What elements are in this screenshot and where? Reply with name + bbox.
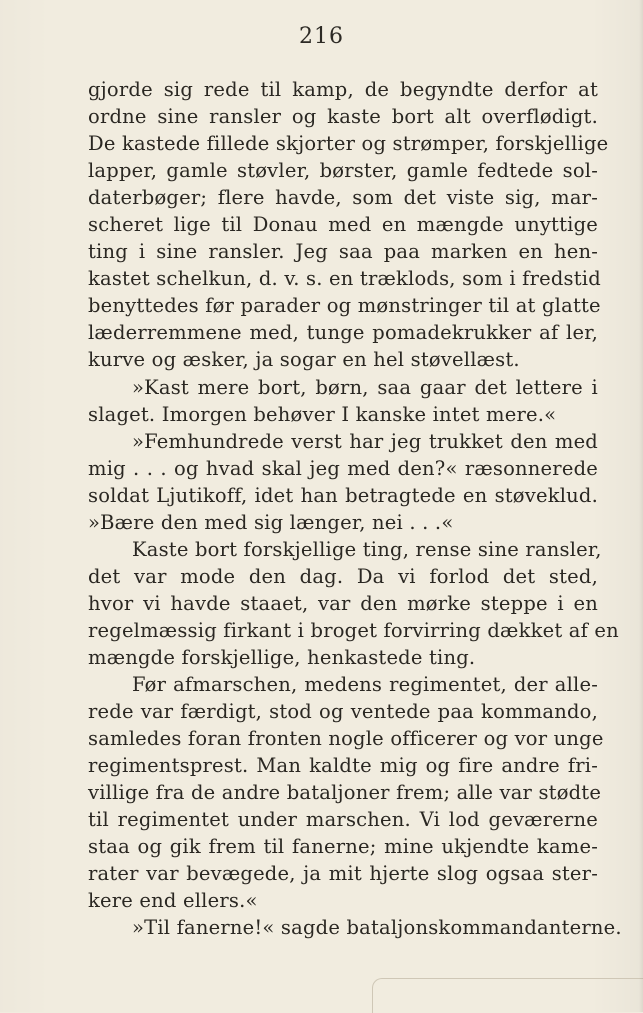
text-line: samledes foran fronten nogle officerer og vor unge [88, 727, 604, 751]
text-line: villige fra de andre bataljoner frem; alle var stødte [88, 781, 602, 805]
text-line: rater var bevægede, ja mit hjerte slog ogsaa ster- [88, 862, 598, 886]
text-line: læderremmene med, tunge pomadekrukker af ler, [88, 321, 598, 345]
text-line: benyttedes før parader og mønstringer til at glatte [88, 294, 601, 318]
text-line: Kaste bort forskjellige ting, rense sine ransler, [132, 537, 602, 561]
text-line: mængde forskjellige, henkastede ting. [88, 645, 476, 669]
text-line: rede var færdigt, stod og ventede paa kommando, [88, 700, 598, 724]
body-text [88, 76, 622, 942]
text-line: det var mode den dag. Da vi forlod det sted, [88, 564, 598, 588]
page-number: 216 [299, 24, 344, 49]
text-line: scheret lige til Donau med en mængde unyttige [88, 213, 598, 237]
text-line: lapper, gamle støvler, børster, gamle fedtede sol- [88, 159, 598, 183]
text-line: »Bære den med sig længer, nei . . .« [88, 510, 454, 534]
text-line: staa og gik frem til fanerne; mine ukjendte kame- [88, 835, 598, 859]
text-line: »Kast mere bort, børn, saa gaar det lettere i [132, 375, 598, 399]
text-line: regelmæssig firkant i broget forvirring dækket af en [88, 618, 619, 642]
text-line: gjorde sig rede til kamp, de begyndte derfor at [88, 78, 598, 101]
text-line: hvor vi havde staaet, var den mørke steppe i en [88, 591, 598, 615]
text-line: Før afmarschen, medens regimentet, der alle- [132, 673, 598, 697]
page-corner-edge [372, 978, 643, 1013]
text-line: »Femhundrede verst har jeg trukket den med [132, 429, 598, 453]
text-line: »Til fanerne!« sagde bataljonskommandanterne. [132, 916, 622, 940]
text-line: ting i sine ransler. Jeg saa paa marken en hen- [88, 240, 598, 264]
text-line: kastet schelkun, d. v. s. en træklods, som i fredstid [88, 267, 601, 291]
text-line: til regimentet under marschen. Vi lod geværerne [88, 808, 598, 832]
text-line: De kastede fillede skjorter og strømper, forskjellige [88, 132, 609, 156]
text-line: kere end ellers.« [88, 889, 258, 913]
text-line: kurve og æsker, ja sogar en hel støvellæst. [88, 348, 520, 372]
page-edge-shadow [639, 0, 643, 1012]
text-line: soldat Ljutikoff, idet han betragtede en støveklud. [88, 483, 598, 507]
text-line: regimentsprest. Man kaldte mig og fire andre fri- [88, 754, 598, 778]
text-line: ordne sine ransler og kaste bort alt overflødigt. [88, 105, 598, 129]
text-line: slaget. Imorgen behøver I kanske intet mere.« [88, 402, 557, 426]
text-line: mig . . . og hvad skal jeg med den?« ræsonnerede [88, 456, 598, 480]
text-line: daterbøger; flere havde, som det viste sig, mar- [88, 186, 598, 210]
